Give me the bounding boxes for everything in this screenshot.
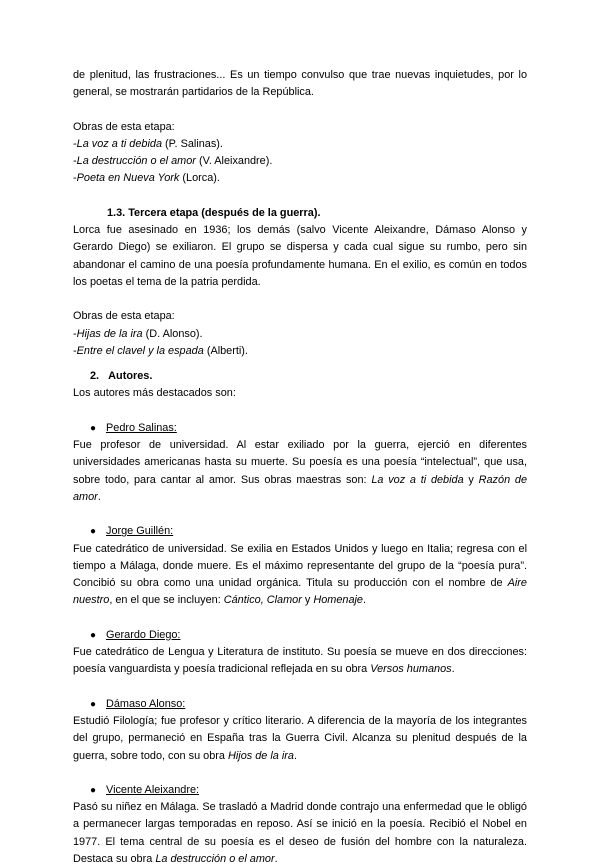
bullet-icon: ● [90,784,97,796]
section-2-intro: Los autores más destacados son: [73,387,236,400]
works-label-1: Obras de esta etapa: [73,120,175,133]
section-1-3-text: Lorca fue asesinado en 1936; los demás (salvo Vicente Aleixandre, Dámaso Alonso y Gerardo Diego) se exiliaron. El grupo se dispersa y cada cual sigue su rumbo, pero sin abandonar el camino de una poesía profundamente humana. En el exilio, es común en todos los poetas el tema de la patria perdida. [73,224,527,288]
work-item: -Poeta en Nueva York (Lorca). [73,172,220,185]
author-text: Fue catedrático de Lengua y Literatura de instituto. Su poesía se mueve en dos direcciones: poesía vanguardista y poesía tradicional reflejada en su obra Versos humanos. [73,646,527,676]
bullet-icon: ● [90,422,97,434]
work-title: La destrucción o el amor [76,155,196,168]
author-text: Fue profesor de universidad. Al estar exiliado por la guerra, ejerció en diferentes universidades americanas hasta su muerte. Su poesía es una poesía “intelectual”, que usa, sobre todo, para cantar al amor. Sus obras maestras son: La voz a ti debida y Razón de amor. [73,439,528,503]
work-item: -La voz a ti debida (P. Salinas). [73,137,223,150]
work-title: Poeta en Nueva York [76,172,180,185]
work-item: -La destrucción o el amor (V. Aleixandre). [73,155,273,168]
author-name: Vicente Aleixandre: [106,783,200,796]
intro-paragraph: de plenitud, las frustraciones... Es un tiempo convulso que trae nuevas inquietudes, por lo general, se mostrarán partidarios de la República. [73,69,527,99]
work-author: (P. Salinas). [165,137,223,150]
section-heading-1-3: 1.3. Tercera etapa (después de la guerra). [107,206,321,219]
work-title: La voz a ti debida [76,137,163,150]
work-author: (Lorca). [182,172,220,185]
bullet-icon: ● [90,526,97,538]
bullet-icon: ● [90,629,97,641]
author-text: Fue catedrático de universidad. Se exilia en Estados Unidos y luego en Italia; regresa con el tiempo a Málaga, donde muere. Es el máximo representante del grupo de la “poesía pura”. Concibió su obra como una unidad orgánica. Titula su producción con el nombre de Aire nuestro, en el que se incluyen: Cántico, Clamor y Homenaje. [73,542,527,607]
author-name: Pedro Salinas: [106,421,177,434]
section-title: Autores. [108,370,153,383]
author-heading [73,627,527,644]
section-number: 2. [90,370,100,383]
author-name: Jorge Guillén: [106,525,174,538]
work-title: Entre el clavel y la espada [76,344,204,357]
author-heading [73,523,527,540]
section-heading-2 [73,368,527,385]
author-heading [73,420,527,437]
works-label-2: Obras de esta etapa: [73,310,175,323]
bullet-icon: ● [90,698,97,710]
author-text: Estudió Filología; fue profesor y crítico literario. A diferencia de la mayoría de los integrantes del grupo, permaneció en España tras la Guerra Civil. Alcanza su plenitud después de la guerra, sobre todo, con su obra Hijos de la ira. [73,714,527,762]
work-title: Hijas de la ira [76,327,143,340]
author-name: Dámaso Alonso: [106,697,186,710]
work-item: -Entre el clavel y la espada (Alberti). [73,344,248,357]
work-author: (Alberti). [206,344,248,357]
document-page [73,67,527,868]
author-heading [73,782,527,799]
work-author: (V. Aleixandre). [198,155,273,168]
author-heading [73,696,527,713]
work-item: -Hijas de la ira (D. Alonso). [73,327,203,340]
work-author: (D. Alonso). [145,327,203,340]
author-text: Pasó su niñez en Málaga. Se trasladó a Madrid donde contrajo una enfermedad que le obligó a permanecer largas temporadas en reposo. Así se inició en la poesía. Recibió el Nobel en 1977. El tema central de su poesía es el deseo de fusión del hombre con la naturaleza. Destaca su obra La destrucción o el amor. [73,801,527,865]
author-name: Gerardo Diego: [106,628,181,641]
